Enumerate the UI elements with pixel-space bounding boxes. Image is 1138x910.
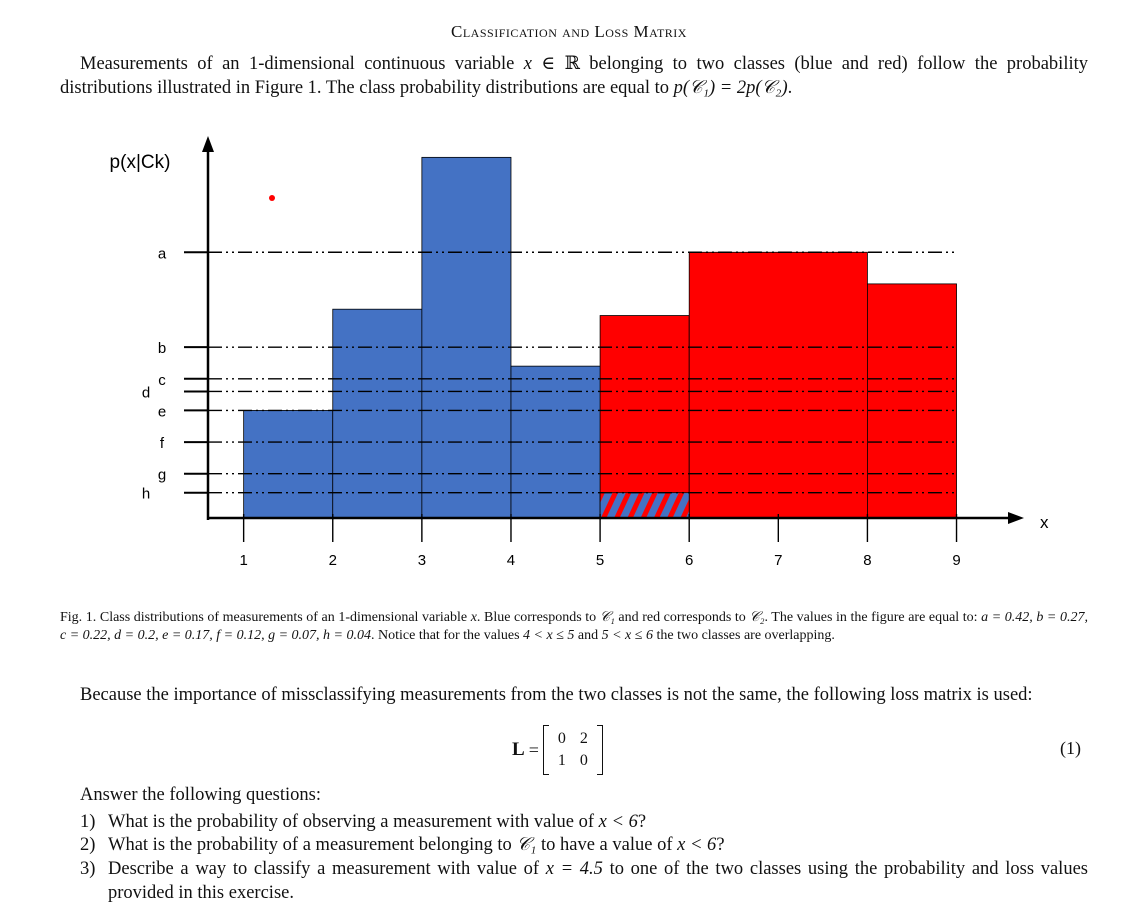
caption-c1: 𝒞₁: [599, 610, 615, 625]
x-tick-label-8: 8: [863, 552, 872, 569]
class-distribution-chart: [80, 130, 1080, 590]
y-tick-label-d: d: [141, 384, 151, 402]
x-tick-label-2: 2: [328, 552, 337, 569]
question-text-end: ?: [716, 835, 725, 855]
matrix-grid: [551, 728, 595, 772]
question-text: What is the probability of observing a measurement with value of: [108, 812, 599, 832]
caption-text-7: the two classes are overlapping.: [652, 628, 835, 643]
x-axis-label: x: [1040, 513, 1049, 532]
y-tick-label-a: a: [157, 245, 167, 263]
matrix-label: L: [512, 739, 525, 760]
caption-text-6: and: [574, 628, 602, 643]
bar-c2-6-8: [689, 252, 867, 518]
caption-range-2: 5 < x ≤ 6: [601, 628, 653, 643]
question-text: Describe a way to classify a measurement with value of: [108, 859, 546, 879]
question-math: x < 6: [598, 812, 638, 832]
red-dot-marker: [269, 195, 275, 201]
matrix-right-bracket: [597, 725, 603, 775]
question-number: 1): [80, 812, 96, 832]
intro-text-1: Measurements of an 1-dimensional continuous variable: [80, 54, 524, 74]
question-text-end: ?: [637, 812, 647, 832]
intro-text-3: .: [787, 78, 793, 98]
question-math: 𝒞₁: [516, 835, 537, 855]
question-text-end: to one of the two classes using the probability and loss values provided in this exercise.: [108, 859, 1088, 903]
equation-number: (1): [1060, 738, 1081, 758]
question-number: 2): [80, 835, 96, 855]
question-item-2: [80, 833, 1088, 857]
caption-values: a = 0.42, b = 0.27, c = 0.22, d = 0.2, e = 0.17, f = 0.12, g = 0.07, h = 0.04: [60, 610, 1088, 643]
question-math: x = 4.5: [545, 859, 603, 879]
section-title: Classification and Loss Matrix: [451, 22, 687, 41]
question-text: What is the probability of a measurement belonging to: [108, 835, 517, 855]
caption-c2: 𝒞₂: [749, 610, 765, 625]
matrix-cell: 0: [579, 752, 588, 769]
question-math-2: x < 6: [677, 835, 717, 855]
intro-class-prob-eq: p(𝒞₁) = 2p(𝒞₂): [673, 78, 788, 98]
x-tick-label-3: 3: [417, 552, 427, 569]
caption-range-1: 4 < x ≤ 5: [523, 628, 575, 643]
matrix-cell: 0: [557, 730, 566, 747]
y-tick-label-e: e: [157, 403, 167, 421]
x-tick-label-7: 7: [774, 552, 783, 569]
caption-text-3: and red corresponds to: [614, 610, 750, 625]
caption-text-2: . Blue corresponds to: [476, 610, 600, 625]
intro-x-var: x: [523, 54, 532, 74]
matrix-cell: 2: [579, 730, 588, 747]
x-tick-label-6: 6: [685, 552, 694, 569]
loss-intro-paragraph: Because the importance of missclassifying measurements from the two classes is not the same, the following loss matrix is used:: [80, 685, 1033, 705]
x-tick-label-4: 4: [506, 552, 516, 569]
caption-text-1: Class distributions of measurements of an 1-dimensional variable: [96, 610, 471, 625]
bar-c2-8-9: [867, 284, 956, 518]
matrix-equals: =: [528, 739, 539, 760]
intro-in-r: ∈ ℝ: [532, 54, 580, 74]
y-tick-label-f: f: [159, 435, 165, 453]
x-tick-label-9: 9: [952, 552, 961, 569]
caption-x-var: x: [470, 610, 477, 625]
question-item-3: [80, 857, 1088, 905]
y-axis-label: p(x|Ck): [109, 152, 171, 173]
bar-c1-2-3: [333, 309, 422, 518]
y-axis-arrow: [202, 136, 214, 152]
intro-text-2: belonging to two classes (blue and red) follow the probability distributions illustrated in Figure 1. The class probability distributions are equal to: [60, 54, 1088, 98]
x-axis-arrow: [1008, 512, 1024, 524]
caption-text-5: . Notice that for the values: [371, 628, 524, 643]
bar-c1-1-2: [244, 410, 333, 518]
matrix-left-bracket: [543, 725, 549, 775]
question-text-mid: to have a value of: [536, 835, 678, 855]
y-tick-label-b: b: [157, 340, 167, 358]
caption-label: Fig. 1.: [60, 610, 97, 625]
caption-text-4: . The values in the figure are equal to:: [764, 610, 982, 625]
x-tick-label-1: 1: [239, 552, 248, 569]
question-number: 3): [80, 859, 96, 879]
bar-c1-5-6: [600, 493, 689, 518]
bar-c2-5-6: [600, 316, 689, 518]
x-tick-label-5: 5: [595, 552, 605, 569]
intro-paragraph: [60, 52, 1088, 100]
y-tick-label-c: c: [158, 371, 166, 389]
y-tick-label-h: h: [141, 485, 151, 503]
matrix-cell: 1: [557, 752, 566, 769]
figure-caption: [60, 609, 1088, 645]
question-item-1: [80, 810, 1088, 834]
y-tick-label-g: g: [157, 466, 167, 484]
bar-c1-3-4: [422, 157, 511, 518]
answer-intro: Answer the following questions:: [80, 785, 321, 805]
loss-matrix-equation: [512, 724, 603, 776]
